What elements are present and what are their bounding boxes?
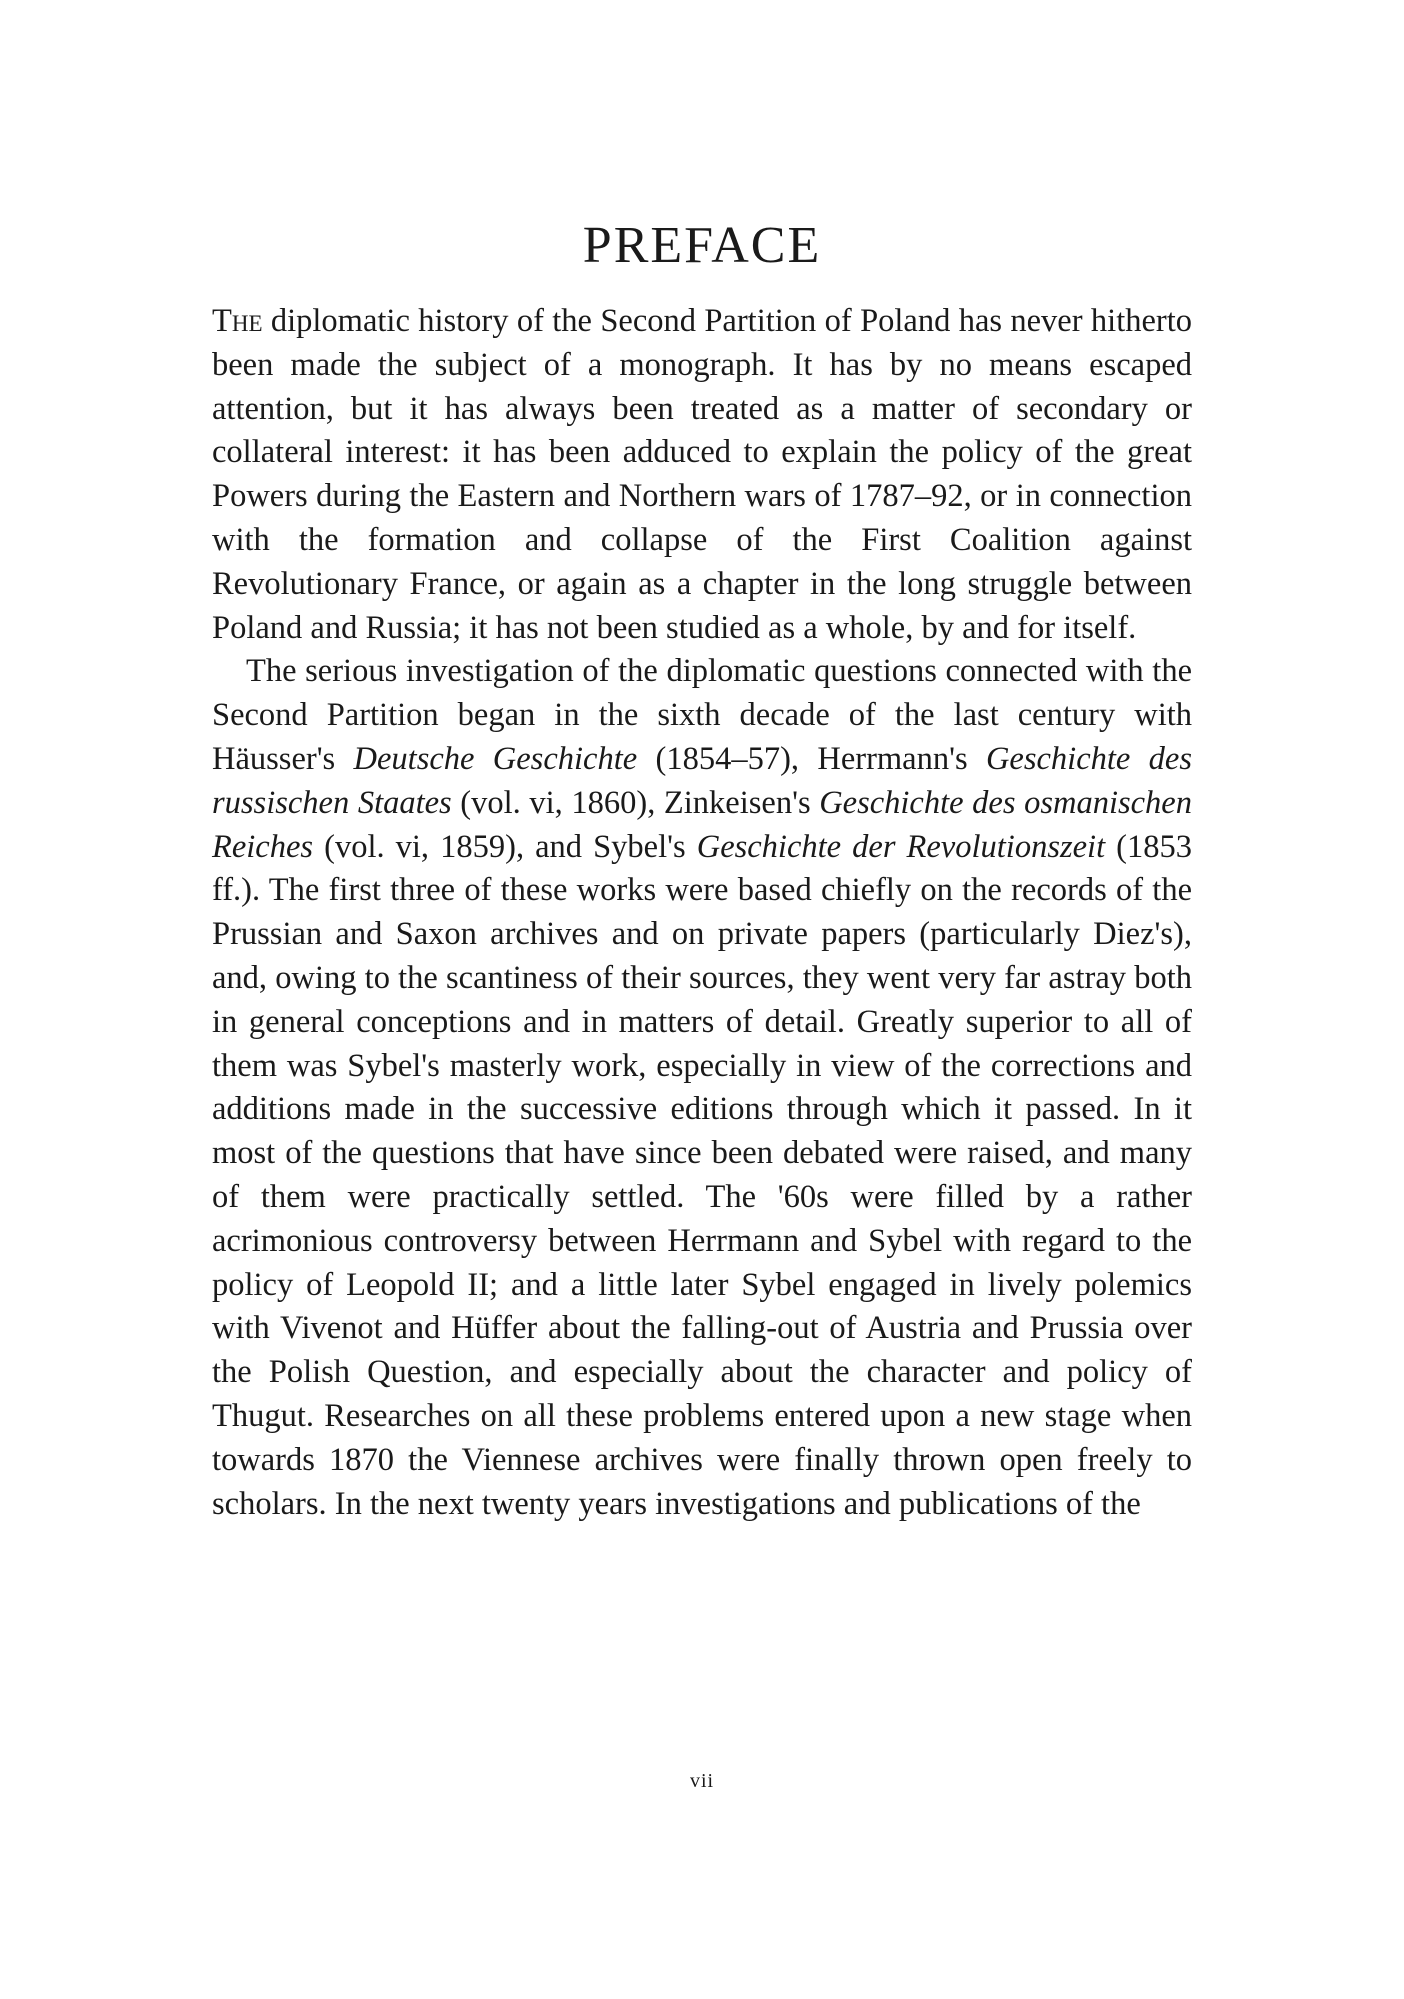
paragraph-1-lead: The <box>212 303 263 339</box>
book-title-deutsche-geschichte: Deutsche Geschichte <box>353 740 638 777</box>
paragraph-2-segment-3: (vol. vi, 1860), Zinkeisen's <box>451 784 820 821</box>
paragraph-2-segment-1: The serious investigation of the diplomatic questions connected with the Second Partition began in the sixth decade of the last century with Häusser's <box>212 653 1192 777</box>
page-title: PREFACE <box>582 217 822 274</box>
paragraph-1-text: diplomatic history of the Second Partition of Poland has never hitherto been made the subject of a monograph. It has by no means escaped attention, but it has always been treated as a matter of secondary or collateral interest: it has been adduced to explain the policy of the great Powers during the Eastern and Northern wars of 1787–92, or in connection with the formation and collapse of the First Coalition against Revolutionary France, or again as a chapter in the long struggle between Poland and Russia; it has not been studied as a whole, by and for itself. <box>212 303 1192 646</box>
paragraph-2 <box>212 650 1192 1526</box>
page-number: vii <box>689 1770 715 1792</box>
paragraph-1 <box>212 300 1192 650</box>
book-title-osmanischen-reiches: Geschichte des osmanischen Reiches <box>212 784 1192 865</box>
book-title-revolutionszeit: Geschichte der Revolutionszeit <box>696 828 1106 865</box>
book-title-russischen-staates: Geschichte des russischen Staates <box>212 740 1192 821</box>
paragraph-2-segment-5: (1853 ff.). The first three of these works were based chiefly on the records of the Prussian and Saxon archives and on private papers (particularly Diez's), and, owing to the scantiness of their sources, they went very far astray both in general conceptions and in matters of detail. Greatly superior to all of them was Sybel's masterly work, especially in view of the corrections and additions made in the successive editions through which it passed. In it most of the questions that have since been debated were raised, and many of them were practically settled. The '60s were filled by a rather acrimonious controversy between Herrmann and Sybel with regard to the policy of Leopold II; and a little later Sybel engaged in lively polemics with Vivenot and Hüffer about the falling-out of Austria and Prussia over the Polish Question, and especially about the character and policy of Thugut. Researches on all these problems entered upon a new stage when towards 1870 the Viennese archives were finally thrown open freely to scholars. In the next twenty years investigations and publications of the <box>212 828 1192 1522</box>
preface-body <box>212 300 1192 1526</box>
paragraph-2-segment-4: (vol. vi, 1859), and Sybel's <box>313 828 697 865</box>
paragraph-2-segment-2: (1854–57), Herrmann's <box>637 740 986 777</box>
